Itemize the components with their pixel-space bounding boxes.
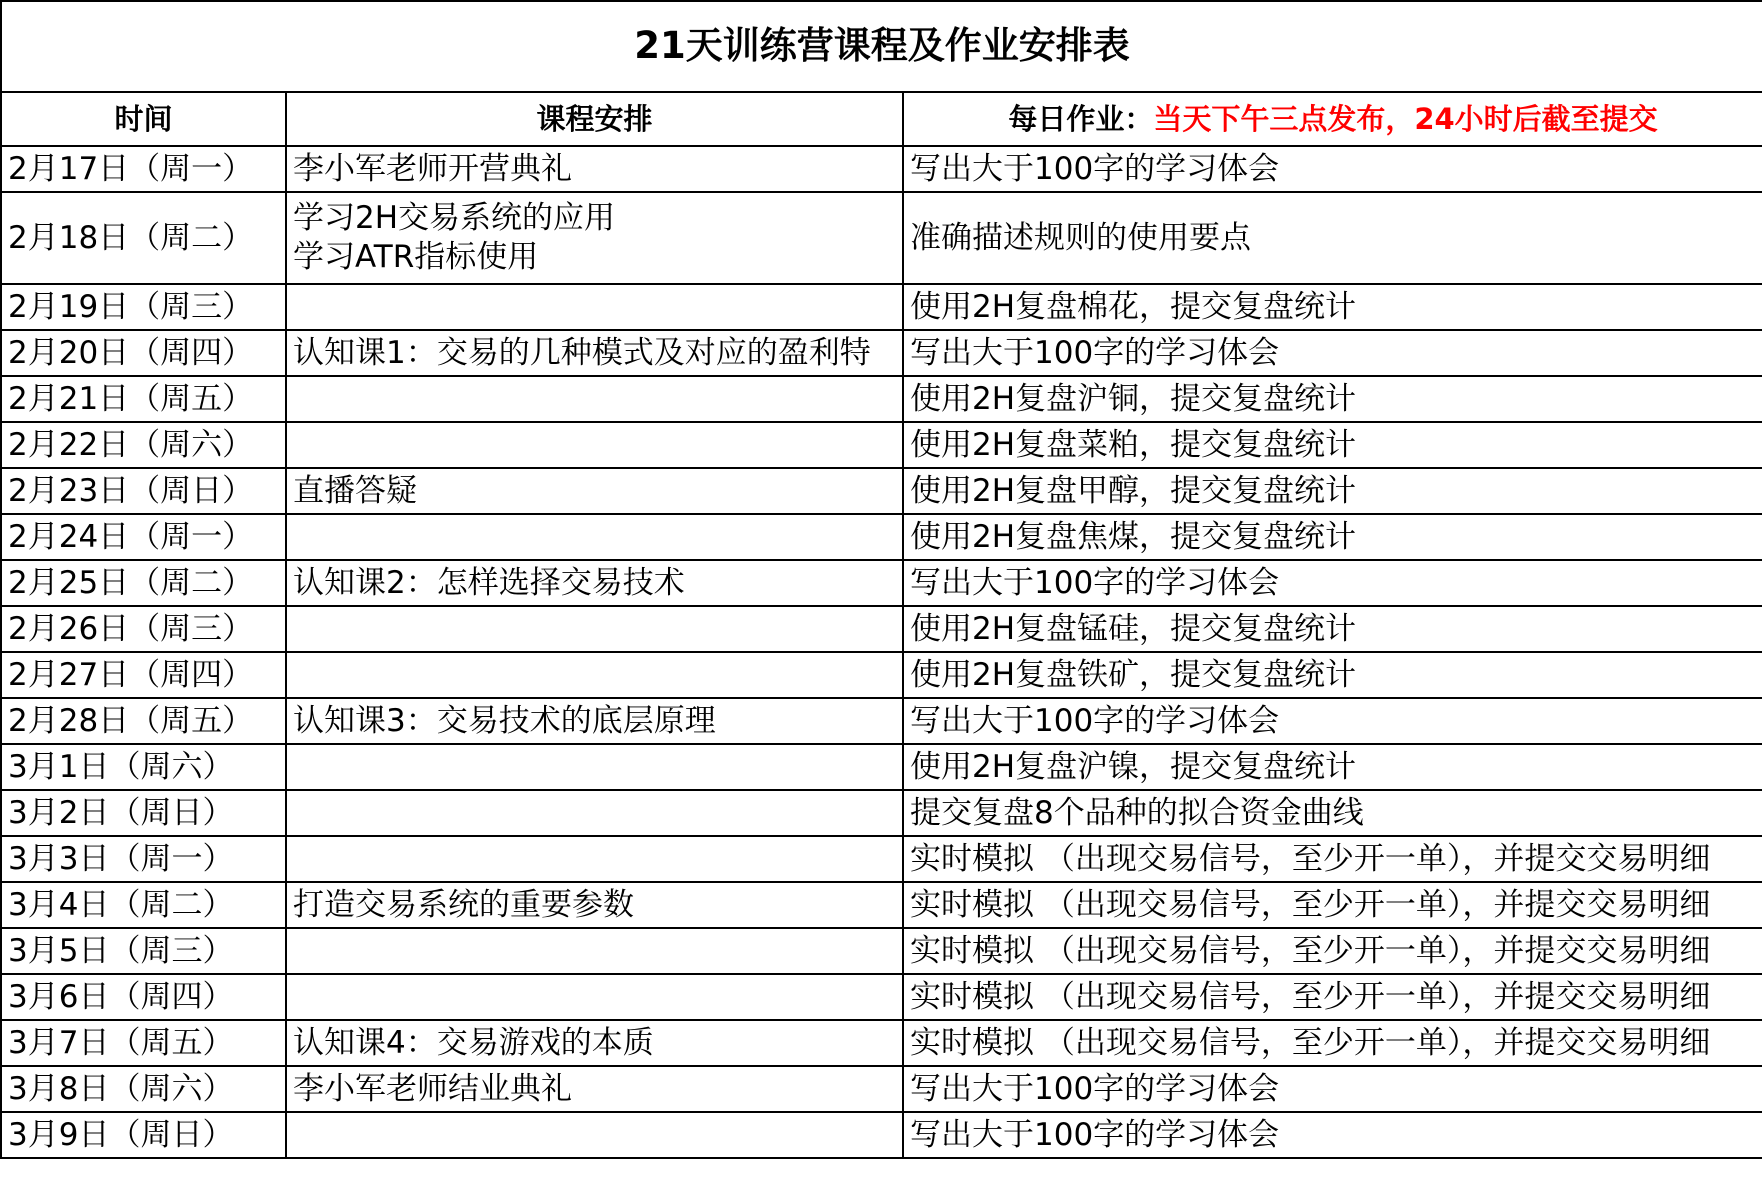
table-row bbox=[1, 1066, 1762, 1112]
header-course: 课程安排 bbox=[286, 92, 903, 146]
date-cell: 2月25日（周二） bbox=[1, 560, 286, 606]
date-cell: 3月4日（周二） bbox=[1, 882, 286, 928]
course-cell bbox=[286, 652, 903, 698]
date-cell: 3月3日（周一） bbox=[1, 836, 286, 882]
homework-cell: 提交复盘8个品种的拟合资金曲线 bbox=[903, 790, 1762, 836]
header-homework bbox=[903, 92, 1762, 146]
homework-cell: 实时模拟 （出现交易信号，至少开一单），并提交交易明细 bbox=[903, 836, 1762, 882]
table-row bbox=[1, 652, 1762, 698]
homework-cell: 使用2H复盘铁矿，提交复盘统计 bbox=[903, 652, 1762, 698]
homework-cell: 写出大于100字的学习体会 bbox=[903, 1066, 1762, 1112]
course-cell: 认知课4：交易游戏的本质 bbox=[286, 1020, 903, 1066]
date-cell: 2月21日（周五） bbox=[1, 376, 286, 422]
table-row bbox=[1, 560, 1762, 606]
table-row bbox=[1, 744, 1762, 790]
date-cell: 3月1日（周六） bbox=[1, 744, 286, 790]
date-cell: 2月20日（周四） bbox=[1, 330, 286, 376]
course-cell: 打造交易系统的重要参数 bbox=[286, 882, 903, 928]
homework-cell: 实时模拟 （出现交易信号，至少开一单），并提交交易明细 bbox=[903, 974, 1762, 1020]
table-row bbox=[1, 468, 1762, 514]
homework-cell: 准确描述规则的使用要点 bbox=[903, 192, 1762, 284]
table-row bbox=[1, 192, 1762, 284]
table-row bbox=[1, 836, 1762, 882]
course-cell bbox=[286, 192, 903, 284]
course-cell: 认知课3：交易技术的底层原理 bbox=[286, 698, 903, 744]
table-row bbox=[1, 422, 1762, 468]
course-cell bbox=[286, 422, 903, 468]
header-time: 时间 bbox=[1, 92, 286, 146]
course-cell bbox=[286, 744, 903, 790]
date-cell: 3月7日（周五） bbox=[1, 1020, 286, 1066]
homework-cell: 使用2H复盘菜粕，提交复盘统计 bbox=[903, 422, 1762, 468]
table-row bbox=[1, 606, 1762, 652]
course-cell bbox=[286, 974, 903, 1020]
date-cell: 2月19日（周三） bbox=[1, 284, 286, 330]
homework-cell: 写出大于100字的学习体会 bbox=[903, 560, 1762, 606]
homework-cell: 使用2H复盘锰硅，提交复盘统计 bbox=[903, 606, 1762, 652]
table-row bbox=[1, 790, 1762, 836]
homework-cell: 写出大于100字的学习体会 bbox=[903, 1112, 1762, 1158]
header-homework-label: 每日作业： bbox=[1008, 101, 1154, 136]
date-cell: 2月23日（周日） bbox=[1, 468, 286, 514]
date-cell: 2月22日（周六） bbox=[1, 422, 286, 468]
date-cell: 2月27日（周四） bbox=[1, 652, 286, 698]
homework-cell: 使用2H复盘沪铜，提交复盘统计 bbox=[903, 376, 1762, 422]
table-row bbox=[1, 1112, 1762, 1158]
table-row bbox=[1, 514, 1762, 560]
course-cell bbox=[286, 284, 903, 330]
homework-cell: 使用2H复盘甲醇，提交复盘统计 bbox=[903, 468, 1762, 514]
homework-cell: 写出大于100字的学习体会 bbox=[903, 330, 1762, 376]
table-row bbox=[1, 974, 1762, 1020]
table-row bbox=[1, 928, 1762, 974]
header-row bbox=[1, 92, 1762, 146]
homework-cell: 实时模拟 （出现交易信号，至少开一单），并提交交易明细 bbox=[903, 882, 1762, 928]
date-cell: 3月6日（周四） bbox=[1, 974, 286, 1020]
date-cell: 2月17日（周一） bbox=[1, 146, 286, 192]
table-row bbox=[1, 1020, 1762, 1066]
homework-cell: 实时模拟 （出现交易信号，至少开一单），并提交交易明细 bbox=[903, 928, 1762, 974]
course-cell bbox=[286, 606, 903, 652]
date-cell: 2月18日（周二） bbox=[1, 192, 286, 284]
date-cell: 3月9日（周日） bbox=[1, 1112, 286, 1158]
course-cell bbox=[286, 836, 903, 882]
course-cell bbox=[286, 790, 903, 836]
course-cell: 直播答疑 bbox=[286, 468, 903, 514]
course-cell: 李小军老师结业典礼 bbox=[286, 1066, 903, 1112]
course-cell bbox=[286, 376, 903, 422]
course-cell: 李小军老师开营典礼 bbox=[286, 146, 903, 192]
title-row bbox=[1, 1, 1762, 92]
homework-cell: 使用2H复盘棉花，提交复盘统计 bbox=[903, 284, 1762, 330]
table-row bbox=[1, 146, 1762, 192]
table-row bbox=[1, 882, 1762, 928]
date-cell: 3月2日（周日） bbox=[1, 790, 286, 836]
date-cell: 3月8日（周六） bbox=[1, 1066, 286, 1112]
homework-cell: 实时模拟 （出现交易信号，至少开一单），并提交交易明细 bbox=[903, 1020, 1762, 1066]
table-row bbox=[1, 284, 1762, 330]
course-cell bbox=[286, 1112, 903, 1158]
course-line: 学习2H交易系统的应用 bbox=[293, 200, 616, 237]
homework-cell: 写出大于100字的学习体会 bbox=[903, 146, 1762, 192]
table-row bbox=[1, 330, 1762, 376]
homework-cell: 使用2H复盘焦煤，提交复盘统计 bbox=[903, 514, 1762, 560]
date-cell: 3月5日（周三） bbox=[1, 928, 286, 974]
course-cell bbox=[286, 928, 903, 974]
course-cell bbox=[286, 514, 903, 560]
date-cell: 2月24日（周一） bbox=[1, 514, 286, 560]
homework-cell: 写出大于100字的学习体会 bbox=[903, 698, 1762, 744]
header-homework-note: 当天下午三点发布，24小时后截至提交 bbox=[1153, 101, 1658, 136]
course-line: 学习ATR指标使用 bbox=[293, 239, 539, 275]
homework-cell: 使用2H复盘沪镍，提交复盘统计 bbox=[903, 744, 1762, 790]
date-cell: 2月28日（周五） bbox=[1, 698, 286, 744]
table-title: 21天训练营课程及作业安排表 bbox=[1, 1, 1762, 92]
date-cell: 2月26日（周三） bbox=[1, 606, 286, 652]
course-cell: 认知课1：交易的几种模式及对应的盈利特 bbox=[286, 330, 903, 376]
table-row bbox=[1, 376, 1762, 422]
course-cell: 认知课2：怎样选择交易技术 bbox=[286, 560, 903, 606]
table-row bbox=[1, 698, 1762, 744]
